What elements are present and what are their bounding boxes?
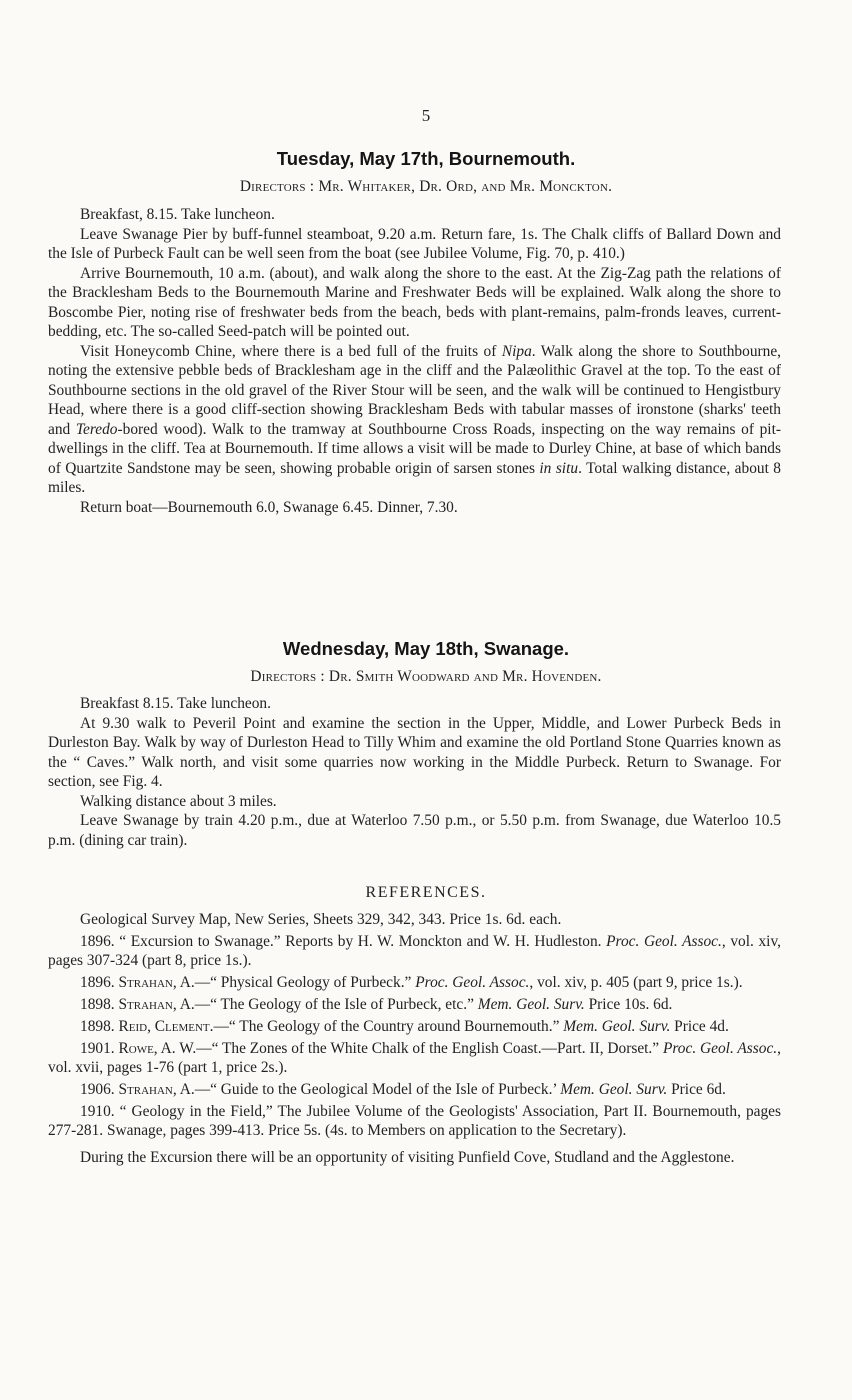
text-run: 1901. xyxy=(80,1040,119,1057)
italic-term: Proc. Geol. Assoc. xyxy=(662,1040,778,1057)
italic-term: Mem. Geol. Surv. xyxy=(563,1018,671,1035)
directors-names: Dr. Smith Woodward and Mr. Hovenden. xyxy=(328,668,602,685)
author: Strahan, A. xyxy=(118,996,195,1013)
reference-item: Geological Survey Map, New Series, Sheets 329, 342, 343. Price 1s. 6d. each. xyxy=(80,911,562,928)
reference-item xyxy=(48,973,781,992)
text-run: Visit Honeycomb Chine, where there is a bed full of the fruits of xyxy=(80,342,502,360)
text-run: 1898. xyxy=(80,996,119,1013)
paragraph: Walking distance about 3 miles. xyxy=(80,792,277,810)
text-run: , vol. xiv, p. 405 (part 9, price 1s.). xyxy=(529,974,743,991)
closing-note: During the Excursion there will be an opportunity of visiting Punfield Cove, Studland and the Agglestone. xyxy=(80,1149,735,1166)
text-run: . Walk along the shore to Southbourne, noting the extensive pebble beds of Bracklesham age in the cliff and the Palæolithic Gravel at the top. To the east of Southbourne sections in the old gravel of the River Stour will be seen, and the walk will be continued to Hengistbury Head, where there is a good cliff-section showing Bracklesham Beds with tabular masses of ironstone (sharks' teeth and xyxy=(48,342,782,438)
text-run: —“ Guide to the Geological Model of the Isle of Purbeck.’ xyxy=(194,1081,561,1098)
reference-item xyxy=(48,1039,781,1077)
directors-label: Directors : xyxy=(239,178,315,195)
italic-term: in situ xyxy=(539,459,579,477)
text-run: . Total walking distance, about 8 miles. xyxy=(48,459,781,496)
text-run: —“ The Zones of the White Chalk of the English Coast.—Part. II, Dorset.” xyxy=(196,1040,663,1057)
reference-item xyxy=(48,995,781,1014)
text-run: 1898. xyxy=(80,1018,119,1035)
references-list xyxy=(48,910,781,1170)
italic-term: Mem. Geol. Surv. xyxy=(477,996,585,1013)
italic-term: Mem. Geol. Surv. xyxy=(560,1081,668,1098)
text-run: , vol. xiv, pages 307-324 (part 8, price 1s.). xyxy=(48,933,782,969)
paragraph: Return boat—Bournemouth 6.0, Swanage 6.45. Dinner, 7.30. xyxy=(80,498,458,516)
paragraph-visit xyxy=(48,342,781,498)
paragraph: Leave Swanage Pier by buff-funnel steamboat, 9.20 a.m. Return fare, 1s. The Chalk cliffs of Ballard Down and the Isle of Purbeck Fault can be well seen from the boat (see Jubilee Volume, Fig. 70, p. 410.) xyxy=(48,225,781,262)
text-run: 1896. “ Excursion to Swanage.” Reports by H. W. Monckton and W. H. Hudleston. xyxy=(80,933,607,950)
text-run: —“ The Geology of the Country around Bournemouth.” xyxy=(213,1018,564,1035)
paragraph: Breakfast, 8.15. Take luncheon. xyxy=(80,206,275,223)
day2-directors xyxy=(0,668,852,686)
author: Reid, Clement. xyxy=(118,1018,214,1035)
paragraph: Breakfast 8.15. Take luncheon. xyxy=(80,695,271,712)
text-run: -bored wood). Walk to the tramway at Southbourne Cross Roads, inspecting on the way remains of pit-dwellings in the cliff. Tea at Bournemouth. If time allows a visit will be made to Durley Chine, at base of which bands of Quartzite Sandstone may be seen, showing probable origin of sarsen stones xyxy=(48,420,781,477)
references-title: REFERENCES. xyxy=(365,884,487,901)
author: Strahan, A. xyxy=(118,974,195,991)
day1-directors xyxy=(0,178,852,196)
directors-label: Directors : xyxy=(250,668,325,685)
text-run: —“ Physical Geology of Purbeck.” xyxy=(194,974,416,991)
italic-term: Nipa xyxy=(501,342,532,360)
paragraph: Arrive Bournemouth, 10 a.m. (about), and walk along the shore to the east. At the Zig-Zag path the relations of the Bracklesham Beds to the Bournemouth Marine and Freshwater Beds will be explained. Walk along the shore to Boscombe Pier, noting rise of freshwater beds from the beach, beds with plant-remains, palm-fronds leaves, current-bedding, etc. The so-called Seed-patch will be pointed out. xyxy=(48,264,781,340)
text-run: Price 10s. 6d. xyxy=(584,996,673,1013)
day1-heading: Tuesday, May 17th, Bournemouth. xyxy=(276,148,576,169)
reference-item: 1910. “ Geology in the Field,” The Jubilee Volume of the Geologists' Association, Part II. Bournemouth, pages 277-281. Swanage, pages 399-413. Price 5s. (4s. to Members on application to the Secretary). xyxy=(48,1103,781,1139)
page-number: 5 xyxy=(421,106,431,125)
day2-body xyxy=(48,694,781,850)
author: Strahan, A. xyxy=(118,1081,195,1098)
day2-heading: Wednesday, May 18th, Swanage. xyxy=(282,638,570,659)
text-run: Price 4d. xyxy=(670,1018,729,1035)
reference-item xyxy=(48,1017,781,1036)
text-run: —“ The Geology of the Isle of Purbeck, etc.” xyxy=(194,996,478,1013)
reference-item xyxy=(48,932,781,970)
italic-term: Proc. Geol. Assoc. xyxy=(415,974,530,991)
text-run: 1906. xyxy=(80,1081,119,1098)
paragraph: At 9.30 walk to Peveril Point and examine the section in the Upper, Middle, and Lower Purbeck Beds in Durleston Bay. Walk by way of Durleston Head to Tilly Whim and examine the old Portland Stone Quarries known as the “ Caves.” Walk north, and visit some quarries now working in the Middle Purbeck. Return to Swanage. For section, see Fig. 4. xyxy=(48,714,781,790)
text-run: 1896. xyxy=(80,974,119,991)
directors-names: Mr. Whitaker, Dr. Ord, and Mr. Monckton. xyxy=(318,178,613,195)
day1-body xyxy=(48,205,781,517)
italic-term: Proc. Geol. Assoc. xyxy=(606,933,722,950)
text-run: , vol. xvii, pages 1-76 (part 1, price 2s.). xyxy=(48,1040,781,1076)
author: Rowe, A. W. xyxy=(118,1040,197,1057)
paragraph: Leave Swanage by train 4.20 p.m., due at Waterloo 7.50 p.m., or 5.50 p.m. from Swanage, due Waterloo 10.5 p.m. (dining car train). xyxy=(48,812,781,849)
text-run: Price 6d. xyxy=(667,1081,726,1098)
italic-term: Teredo xyxy=(75,420,118,438)
reference-item xyxy=(48,1080,781,1099)
